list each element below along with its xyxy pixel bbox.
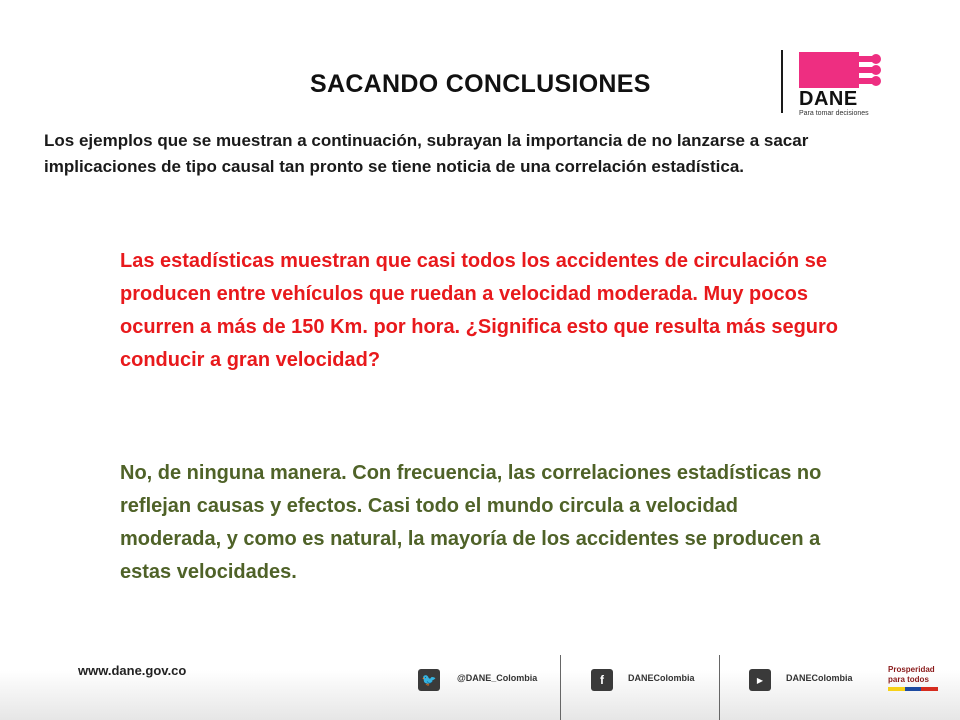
logo-e-bar-bottom [843,78,877,84]
logo-word: DANE [799,88,858,110]
logo-e-bar-middle [843,67,877,73]
slide-title: SACANDO CONCLUSIONES [310,70,651,98]
intro-paragraph: Los ejemplos que se muestran a continuación, subrayan la importancia de no lanzarse a sacar implicaciones de tipo causal tan pronto se tiene noticia de una correlación estadística. [44,131,809,176]
facebook-icon[interactable]: f [591,669,613,691]
footer-separator [560,655,561,720]
dane-logo [799,52,879,116]
logo-e-bar-top [843,56,877,62]
twitter-icon[interactable]: 🐦 [418,669,440,691]
youtube-icon[interactable]: ▶ [749,669,771,691]
twitter-handle[interactable]: @DANE_Colombia [457,673,538,683]
prosperidad-logo [888,665,938,695]
prosperidad-line2: para todos [888,675,929,684]
facebook-handle[interactable]: DANEColombia [628,673,695,683]
footer-separator [719,655,720,720]
logo-divider [781,50,783,113]
flag-stripes [888,687,938,691]
website-url[interactable]: www.dane.gov.co [78,663,187,678]
answer-paragraph: No, de ninguna manera. Con frecuencia, las correlaciones estadísticas no reflejan causas y efectos. Casi todo el mundo circula a velocidad moderada, y como es natural, la mayoría de los accidentes se producen a estas velocidades. [120,462,822,583]
logo-tagline: Para tomar decisiones [799,110,869,117]
youtube-handle[interactable]: DANEColombia [786,673,853,683]
question-paragraph: Las estadísticas muestran que casi todos los accidentes de circulación se producen entre vehículos que ruedan a velocidad moderada. Muy pocos ocurren a más de 150 Km. por hora. ¿Significa esto que resulta más seguro conducir a gran velocidad? [120,250,838,371]
prosperidad-line1: Prosperidad [888,665,935,674]
